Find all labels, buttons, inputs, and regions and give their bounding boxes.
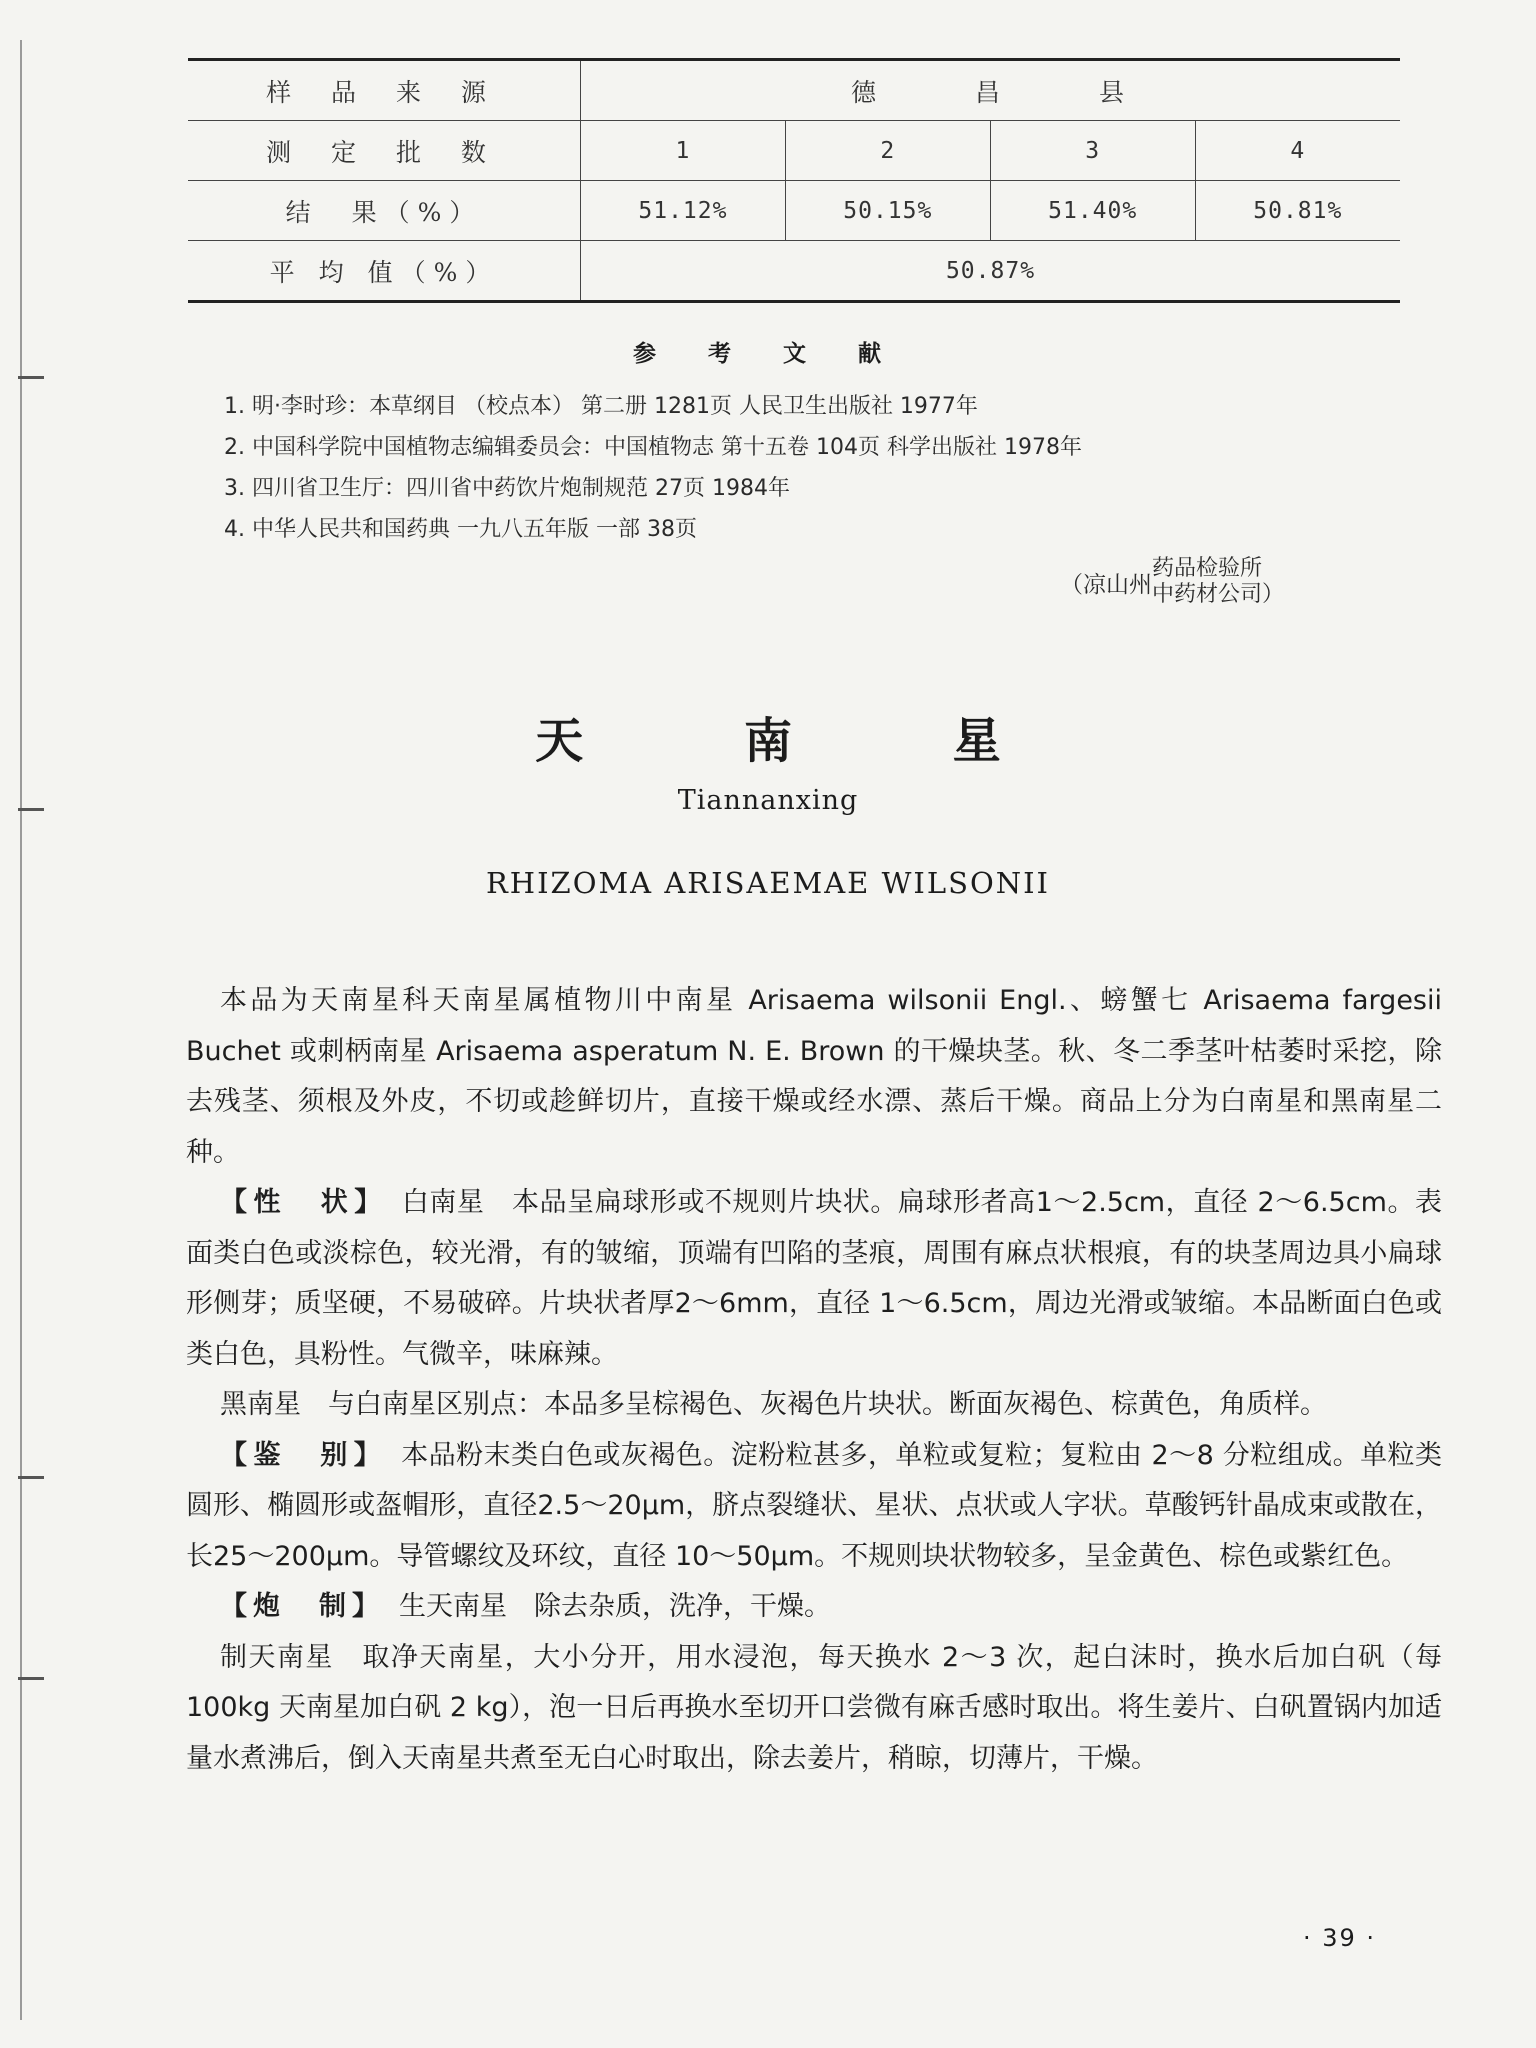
batch-cell: 4 (1195, 121, 1400, 181)
intro-paragraph: 本品为天南星科天南星属植物川中南星 Arisaema wilsonii Engl.、螃蟹七 Arisaema fargesii Buchet 或刺柄南星 Arisaema asperatum N. E. Brown 的干燥块茎。秋、冬二季茎叶枯萎时采挖，除去残茎、须根及外皮，不切或趁鲜切片，直接干燥或经水漂、蒸后干燥。商品上分为白南星和黑南星二种。 (186, 985, 1442, 1168)
table-row (188, 241, 1400, 302)
result-cell: 50.15% (785, 181, 990, 241)
table-row (188, 121, 1400, 181)
result-cell: 51.40% (990, 181, 1195, 241)
row-label-result: 结 果（%） (188, 181, 581, 241)
row-label-average: 平 均 值（%） (188, 241, 581, 302)
reference-item: 4. 中华人民共和国药典 一九八五年版 一部 38页 (224, 517, 697, 542)
affiliation-prefix: （凉山州 (1060, 571, 1152, 598)
processing-paragraph (186, 1582, 1442, 1633)
page-number: · 39 · (1302, 1924, 1376, 1952)
result-cell: 51.12% (581, 181, 786, 241)
binding-mark (18, 376, 44, 379)
assay-results-table (188, 58, 1400, 303)
affiliation-line: 中药材公司） (1152, 582, 1285, 607)
binding-mark (18, 1476, 44, 1479)
batch-cell: 3 (990, 121, 1195, 181)
batch-cell: 2 (785, 121, 990, 181)
properties-paragraph (186, 1178, 1442, 1380)
row-label-batch-count: 测 定 批 数 (188, 121, 581, 181)
average-value: 50.87% (581, 241, 1401, 302)
table-row (188, 60, 1400, 121)
processing-text: 生天南星 除去杂质，洗净，干燥。 (399, 1591, 831, 1622)
black-variety-paragraph: 黑南星 与白南星区别点：本品多呈棕褐色、灰褐色片块状。断面灰褐色、棕黄色，角质样。 (220, 1389, 1327, 1420)
section-label-processing: 【炮 制】 (220, 1591, 385, 1622)
batch-cell: 1 (581, 121, 786, 181)
references-heading: 参 考 文 献 (632, 341, 904, 367)
entry-title: 天 南 星 (535, 713, 1073, 769)
properties-text: 白南星 本品呈扁球形或不规则片块状。扁球形者高1～2.5cm，直径 2～6.5cm。表面类白色或淡棕色，较光滑，有的皱缩，顶端有凹陷的茎痕，周围有麻点状根痕，有的块茎周边具小扁球形侧芽；质坚硬，不易破碎。片块状者厚2～6mm，直径 1～6.5cm，周边光滑或皱缩。本品断面白色或类白色，具粉性。气微辛，味麻辣。 (186, 1187, 1443, 1370)
prepared-processing-paragraph: 制天南星 取净天南星，大小分开，用水浸泡，每天换水 2～3 次，起白沫时，换水后加白矾（每100kg 天南星加白矾 2 kg），泡一日后再换水至切开口尝微有麻舌感时取出。将生姜片、白矾置锅内加适量水煮沸后，倒入天南星共煮至无白心时取出，除去姜片，稍晾，切薄片，干燥。 (186, 1641, 1442, 1774)
section-label-identification: 【鉴 别】 (220, 1439, 388, 1471)
reference-item: 3. 四川省卫生厅：四川省中药饮片炮制规范 27页 1984年 (224, 476, 790, 501)
affiliation-line: 药品检验所 (1152, 556, 1263, 581)
reference-item: 1. 明·李时珍：本草纲目 （校点本） 第二册 1281页 人民卫生出版社 1977年 (224, 394, 978, 419)
entry-body (186, 976, 1442, 1784)
entry-pinyin: Tiannanxing (677, 785, 859, 816)
identification-paragraph (186, 1431, 1442, 1583)
row-label-sample-source: 样 品 来 源 (188, 60, 581, 121)
entry-latin-name: RHIZOMA ARISAEMAE WILSONII (485, 866, 1051, 900)
table-row (188, 181, 1400, 241)
author-affiliation (1060, 556, 1284, 608)
section-label-properties: 【性 状】 (220, 1187, 388, 1218)
affiliation-stack (1152, 556, 1284, 608)
binding-mark (18, 1677, 44, 1680)
result-cell: 50.81% (1195, 181, 1400, 241)
reference-item: 2. 中国科学院中国植物志编辑委员会：中国植物志 第十五卷 104页 科学出版社 1978年 (224, 435, 1082, 460)
identification-text: 本品粉末类白色或灰褐色。淀粉粒甚多，单粒或复粒；复粒由 2～8 分粒组成。单粒类圆形、椭圆形或盔帽形，直径2.5～20μm，脐点裂缝状、星状、点状或人字状。草酸钙针晶成束或散在，长25～200μm。导管螺纹及环纹，直径 10～50μm。不规则块状物较多，呈金黄色、棕色或紫红色。 (186, 1439, 1442, 1572)
references-list (224, 386, 1082, 550)
sample-source-value: 德 昌 县 (581, 60, 1401, 121)
